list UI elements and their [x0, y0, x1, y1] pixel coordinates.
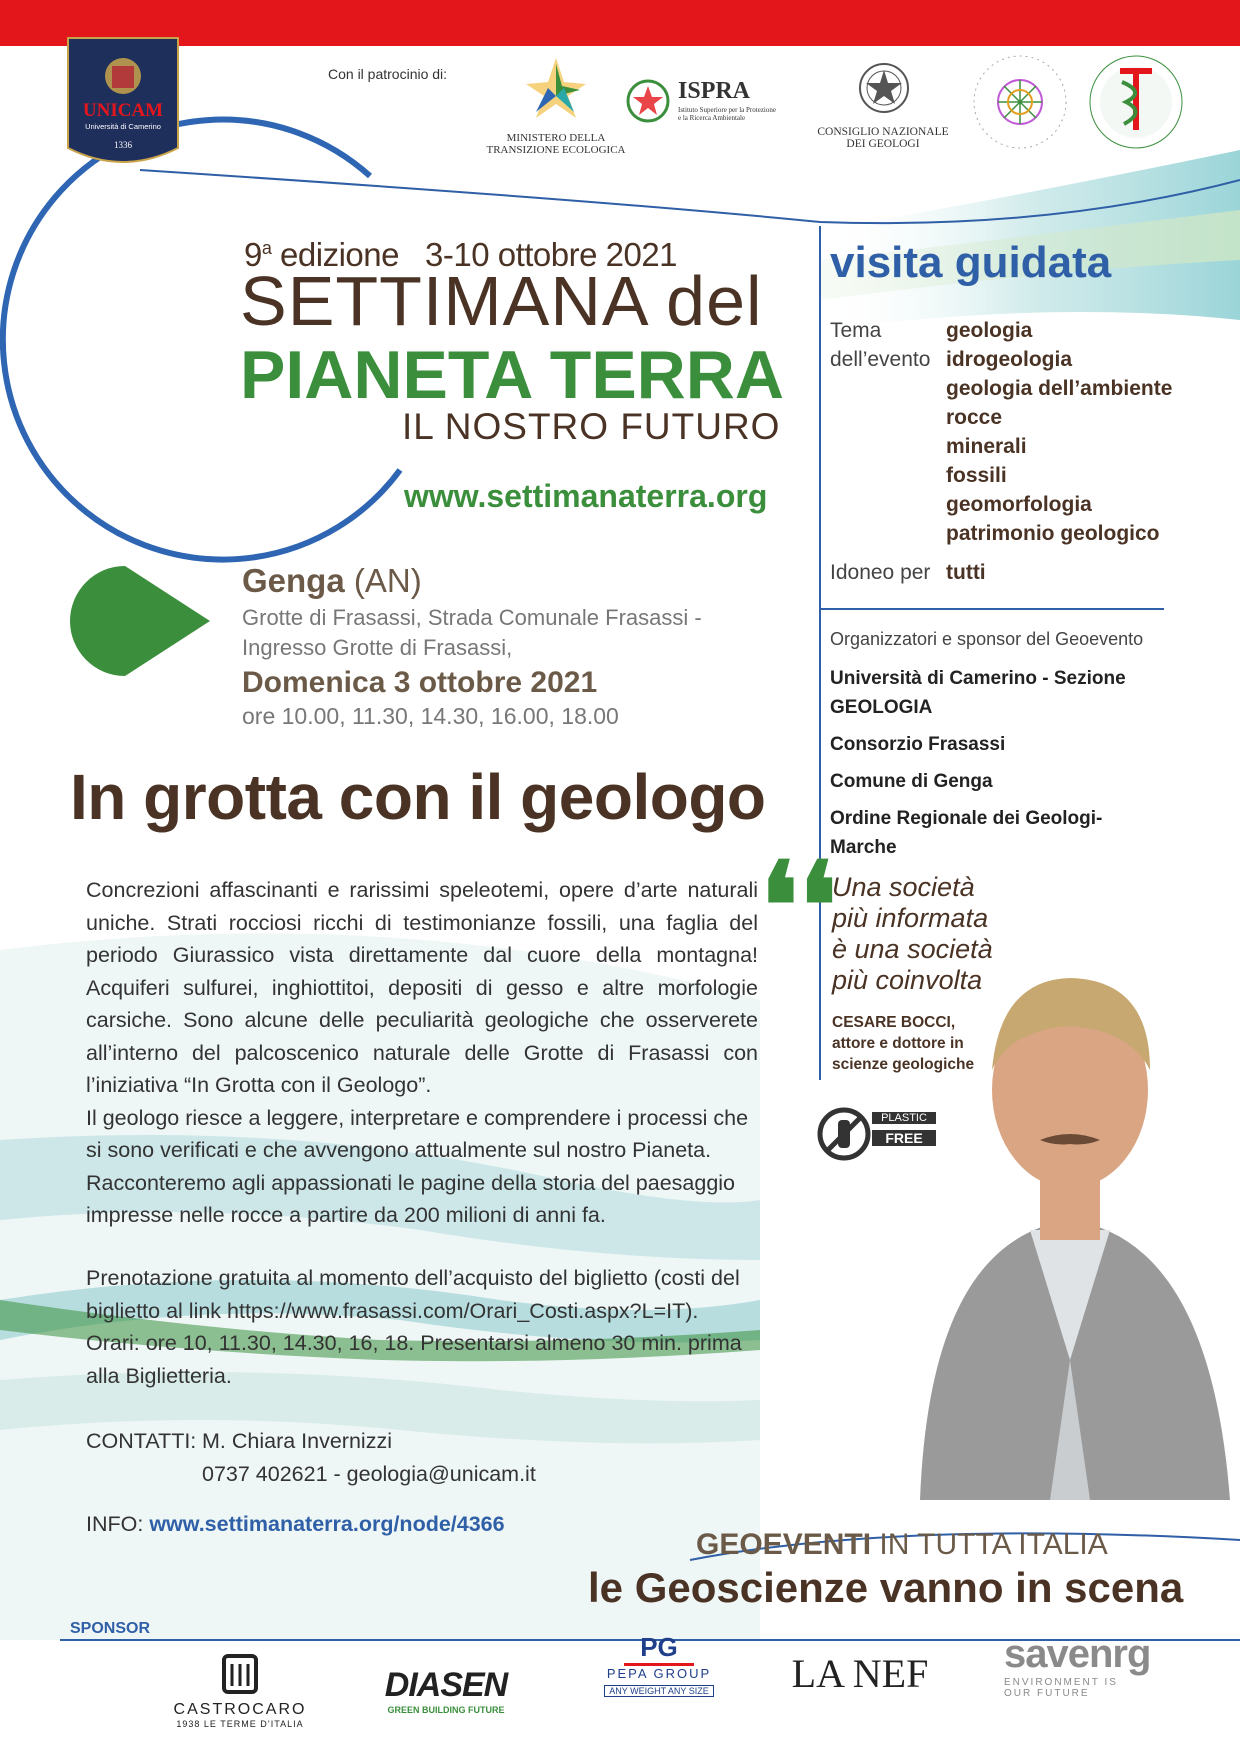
headline: In grotta con il geologo	[70, 761, 766, 833]
theme-item: patrimonio geologico	[946, 522, 1160, 545]
patron-line: TRANSIZIONE ECOLOGICA	[486, 144, 626, 156]
patron-line: CONSIGLIO NAZIONALE	[817, 126, 949, 138]
sponsor-pepa-group	[584, 1632, 734, 1699]
castrocaro-icon	[218, 1652, 262, 1696]
tema-label	[830, 316, 930, 374]
title-pianeta-terra: PIANETA TERRA	[240, 337, 784, 413]
patron-line: Istituto Superiore per la Protezione	[678, 106, 776, 114]
idoneo-value: tutti	[946, 561, 986, 584]
event-date: Domenica 3 ottobre 2021	[242, 666, 598, 699]
contact-phone-email: 0737 402621 - geologia@unicam.it	[202, 1461, 536, 1486]
theme-item: idrogeologia	[946, 348, 1072, 371]
sponsor-sub: PEPA GROUP	[606, 1666, 712, 1681]
plastic-free-badge	[816, 1106, 938, 1162]
contact-name: M. Chiara Invernizzi	[202, 1429, 392, 1453]
sponsor-savenrg	[1004, 1632, 1184, 1699]
sponsor-sub: ENVIRONMENT IS	[1004, 1677, 1118, 1688]
sponsor-label: SPONSOR	[70, 1620, 151, 1637]
sponsor-sub: 1938 LE TERME D’ITALIA	[176, 1719, 304, 1729]
info-link[interactable]: www.settimanaterra.org/node/4366	[149, 1512, 505, 1536]
event-website-link[interactable]: www.settimanaterra.org	[404, 478, 768, 514]
edition-superscript: a	[261, 238, 272, 258]
plastic-label: PLASTIC	[872, 1112, 936, 1124]
themes-list	[946, 316, 1172, 548]
edition-number: 9	[244, 236, 262, 273]
theme-item: geologia	[946, 319, 1033, 342]
description-paragraph: Il geologo riesce a leggere, interpretare e comprendere i processi che si sono verificati e che avvengono attualmente sul nostro Pianeta. Racconteremo agli appassionati le pagine della storia del paesaggio impresse nelle rocce a partire da 200 milioni di anni fa.	[86, 1105, 749, 1227]
booking-text: Prenotazione gratuita al momento dell’acquisto del biglietto (costi del biglietto al link https://www.frasassi.com/Orari_Costi.aspx?L=IT). Orari: ore 10, 11.30, 14.30, 16, 18. Presentarsi almeno 30 min. prima alla Biglietteria.	[86, 1266, 742, 1388]
patron-line: e la Ricerca Ambientale	[678, 114, 746, 122]
quote-line: più coinvolta	[832, 965, 983, 995]
sponsor-name: DIASEN	[384, 1666, 508, 1704]
sponsor-name: CASTROCARO	[173, 1701, 307, 1718]
unicam-subtitle: Università di Camerino	[85, 122, 161, 131]
sponsor-sub2: OUR FUTURE	[1004, 1688, 1090, 1699]
sponsor-sub2: ANY WEIGHT ANY SIZE	[604, 1685, 714, 1697]
free-label: FREE	[872, 1130, 936, 1146]
organizers-heading: Organizzatori e sponsor del Geoevento	[830, 629, 1144, 649]
location-drop-icon	[70, 566, 210, 676]
tema-label-line1: Tema	[830, 319, 882, 342]
caduceus-icon	[1086, 52, 1186, 152]
unicam-logo	[66, 36, 180, 176]
description-paragraph: Concrezioni affascinanti e rarissimi speleotemi, opere d’arte naturali uniche. Strati rocciosi ricchi di testimonianze fossili, una faglia del periodo Giurassico vista direttamente dal cuore della montagna! Acquiferi sulfurei, inghiottitoi, depositi di gesso e altre morfologie carsiche. Sono alcune delle peculiarità geologiche che osserverete all’interno del palcoscenico naturale delle Grotte di Frasassi con l’iniziativa “In Grotta con il Geologo”.	[86, 878, 758, 1097]
city-name: Genga	[242, 562, 345, 599]
organizer-item: Ordine Regionale dei Geologi-Marche	[830, 808, 1103, 858]
portrait-image	[900, 940, 1240, 1500]
unicam-year: 1336	[114, 140, 132, 150]
organizer-item: Consorzio Frasassi	[830, 734, 1006, 755]
title-settimana: SETTIMANA del	[240, 262, 763, 340]
sponsor-castrocaro	[160, 1652, 320, 1729]
geoeventi-bold: GEOEVENTI	[696, 1528, 872, 1561]
province: (AN)	[353, 562, 422, 599]
sidebar-divider	[820, 608, 1164, 610]
organizer-item: Comune di Genga	[830, 771, 993, 792]
patron-cng-logo	[808, 60, 958, 160]
event-type-label: visita guidata	[830, 238, 1112, 287]
tema-label-line2: dell’evento	[830, 348, 931, 371]
author-line: CESARE BOCCI,	[832, 1014, 956, 1031]
patron-line: MINISTERO DELLA	[506, 132, 606, 144]
sponsor-diasen	[356, 1666, 536, 1715]
address-line: Grotte di Frasassi, Strada Comunale Frasassi -	[242, 605, 702, 630]
address-line: Ingresso Grotte di Frasassi,	[242, 635, 513, 660]
patron-ispra-logo	[626, 78, 776, 128]
theme-item: geologia dell’ambiente	[946, 377, 1173, 400]
title-nostro-futuro: IL NOSTRO FUTURO	[402, 406, 781, 447]
geoeventi-rest: IN TUTTA ITALIA	[879, 1528, 1108, 1561]
patron-line: DEI GEOLOGI	[846, 138, 920, 150]
sponsor-name: savenrg	[1004, 1632, 1151, 1676]
description	[86, 874, 758, 1232]
info-line	[86, 1512, 505, 1537]
no-plastic-icon	[816, 1106, 872, 1162]
organizer-item: Università di Camerino - Sezione GEOLOGIA	[830, 668, 1126, 718]
quote-line: più informata	[832, 903, 989, 933]
top-red-bar	[0, 0, 1240, 46]
theme-item: rocce	[946, 406, 1003, 429]
patronage-label: Con il patrocinio di:	[328, 66, 448, 82]
event-dates: 3-10 ottobre 2021	[425, 236, 678, 273]
quote-mark-icon: ❛❛	[760, 841, 838, 974]
tagline: le Geoscienze vanno in scena	[588, 1564, 1184, 1611]
theme-item: fossili	[946, 464, 1007, 487]
location-city	[242, 562, 422, 600]
location-address	[242, 603, 702, 663]
emblem-icon	[626, 78, 670, 124]
contacts-label: CONTATTI:	[86, 1429, 197, 1453]
mandala-icon	[970, 52, 1070, 152]
organizers-list	[830, 664, 1160, 870]
geoeventi-line	[696, 1528, 1108, 1562]
unicam-name: UNICAM	[82, 100, 164, 121]
theme-item: minerali	[946, 435, 1027, 458]
contacts-block	[86, 1425, 536, 1490]
info-label: INFO:	[86, 1512, 144, 1536]
quote-line: Una società	[832, 872, 975, 902]
ispra-title: ISPRA	[678, 78, 751, 104]
author-line: attore e dottore in	[832, 1035, 964, 1052]
sponsor-name: PG	[624, 1632, 694, 1666]
quote-line: è una società	[832, 934, 993, 964]
star-flower-icon	[524, 56, 588, 120]
sponsor-name: LA NEF	[791, 1651, 929, 1696]
sponsor-sub: GREEN BUILDING FUTURE	[387, 1705, 505, 1715]
event-hours: ore 10.00, 11.30, 14.30, 16.00, 18.00	[242, 703, 619, 729]
patron-ministero-logo	[486, 56, 626, 156]
star-emblem-icon	[856, 60, 912, 120]
theme-item: geomorfologia	[946, 493, 1092, 516]
sponsor-la-nef	[770, 1650, 950, 1697]
edition-word: edizione	[280, 236, 399, 273]
author-line: scienze geologiche	[832, 1056, 975, 1073]
idoneo-label: Idoneo per	[830, 561, 931, 584]
